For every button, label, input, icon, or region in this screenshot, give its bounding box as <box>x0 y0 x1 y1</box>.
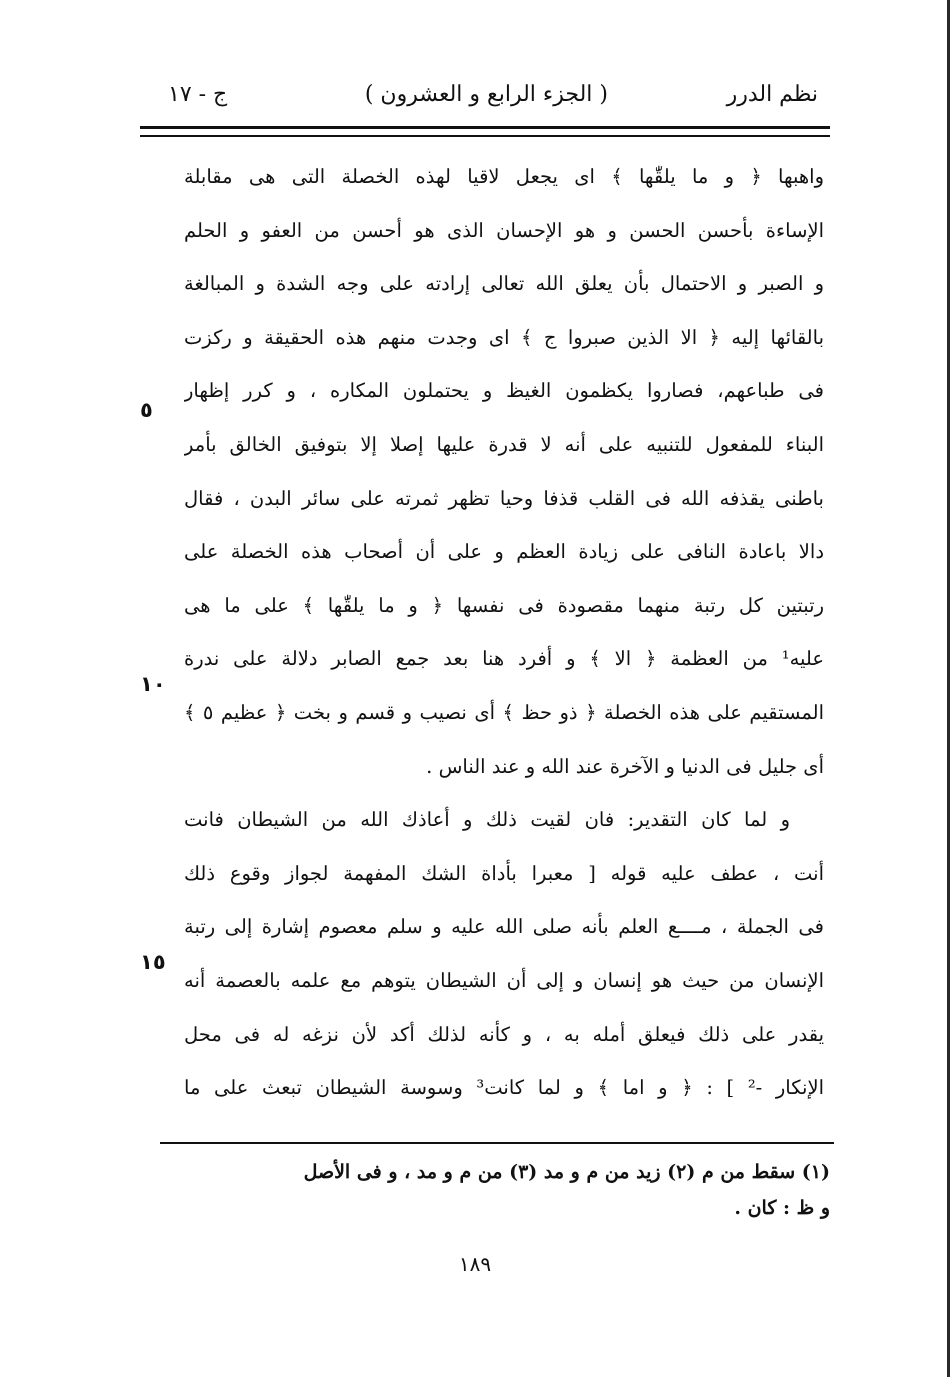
text-line: أنت ، عطف عليه قوله [ معبرا بأداة الشك المفهمة لجواز وقوع ذلك <box>184 861 824 885</box>
text-line: و لما كان التقدير: فان لقيت ذلك و أعاذك الله من الشيطان فانت <box>184 808 790 832</box>
text-line: فى طباعهم، فصاروا يكظمون الغيظ و يحتملون المكاره ، و كرر إظهار <box>184 379 824 403</box>
text-line: بالقائها إليه ﴿ الا الذين صبروا ج ﴾ اى وجدت منهم هذه الحقيقة و ركزت <box>184 325 824 349</box>
text-line: دالا باعادة النافى على زيادة العظم و على أن أصحاب هذه الخصلة على <box>184 540 824 564</box>
text-line: الإساءة بأحسن الحسن و هو الإحسان الذى هو أحسن من العفو و الحلم <box>184 218 824 242</box>
volume-label: ج - ١٧ <box>168 82 228 107</box>
line-number-10: ١٠ <box>140 672 166 696</box>
header-rule-thin <box>140 135 830 137</box>
text-line: المستقيم على هذه الخصلة ﴿ ذو حظ ﴾ أى نصيب و قسم و بخت ﴿ عظيم ٥ ﴾ <box>184 700 824 724</box>
text-line: يقدر على ذلك فيعلق أمله به ، و كأنه لذلك أكد لأن نزغه له فى محل <box>184 1022 824 1046</box>
text-line: واهبها ﴿ و ما يلقّٰها ﴾ اى يجعل لاقيا لهذه الخصلة التى هى مقابلة <box>184 165 824 188</box>
text-line: أى جليل فى الدنيا و الآخرة عند الله و عند الناس . <box>426 754 824 778</box>
text-line: عليه¹ من العظمة ﴿ الا ﴾ و أفرد هنا بعد جمع الصابر دلالة على ندرة <box>184 647 824 671</box>
page-number: ١٨٩ <box>458 1252 492 1276</box>
body-text <box>184 150 824 1115</box>
text-line: باطنى يقذفه الله فى القلب قذفا وحيا تظهر ثمرته على سائر البدن ، فقال <box>184 486 824 510</box>
line-number-15: ١٥ <box>140 950 166 974</box>
text-line: فى الجملة ، مــــع العلم بأنه صلى الله عليه و سلم معصوم إشارة إلى رتبة <box>184 915 824 939</box>
header-rule-thick <box>140 126 830 129</box>
footnote-line: و ظ : كان . <box>734 1197 830 1219</box>
footnote-rule <box>160 1142 834 1144</box>
footnote-line: (١) سقط من م (٢) زيد من م و مد (٣) من م و مد ، و فى الأصل <box>303 1161 830 1183</box>
running-header <box>168 82 818 122</box>
text-line: الإنسان من حيث هو إنسان و إلى أن الشيطان يتوهم مع علمه بالعصمة أنه <box>184 968 824 992</box>
text-line: البناء للمفعول للتنبيه على أنه لا قدرة عليها إصلا إلا بتوفيق الخالق بأمر <box>184 432 824 456</box>
footnotes <box>180 1154 830 1226</box>
text-line: و الصبر و الاحتمال بأن يعلق الله تعالى إرادته على وجه الشدة و المبالغة <box>184 272 824 296</box>
text-line: الإنكار -² ] : ﴿ و اما ﴾ و لما كانت³ وسوسة الشيطان تبعث على ما <box>184 1076 824 1100</box>
line-number-5: ٥ <box>140 398 153 422</box>
text-line: رتبتين كل رتبة منهما مقصودة فى نفسها ﴿ و ما يلقّٰها ﴾ على ما هى <box>184 593 824 617</box>
book-title: نظم الدرر <box>726 82 818 107</box>
part-title: ( الجزء الرابع و العشرون ) <box>364 82 608 107</box>
